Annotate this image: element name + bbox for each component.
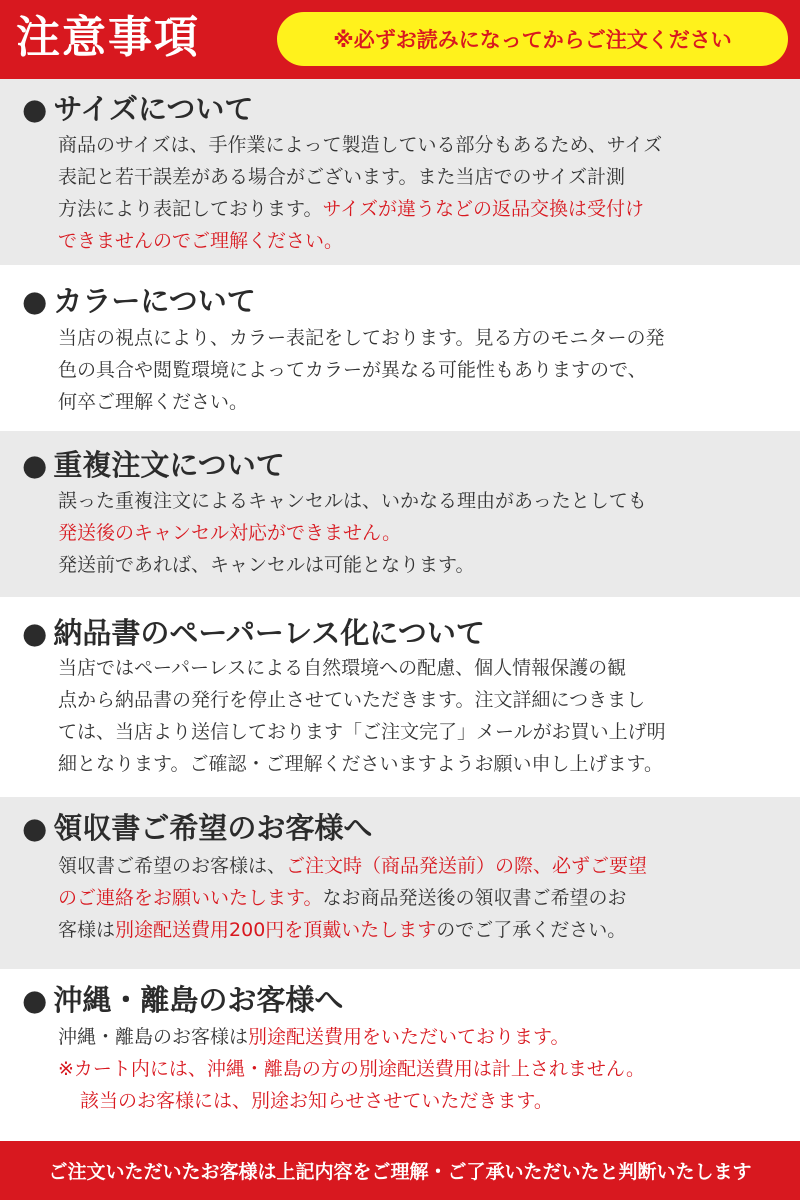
highlight-text: 該当のお客様には、別途お知らせさせていただきます。 — [80, 1090, 553, 1112]
body-line — [58, 517, 788, 549]
section-body — [58, 485, 788, 581]
section-title-text: 領収書ご希望のお客様へ — [53, 811, 373, 845]
body-line — [58, 914, 788, 946]
section-title — [22, 613, 485, 653]
body-text-segment: 商品のサイズは、手作業によって製造している部分もあるため、サイズ — [58, 134, 663, 156]
section-title — [22, 445, 285, 485]
body-text-segment: なお商品発送後の領収書ご希望のお — [322, 887, 627, 909]
highlight-text: ご注文時（商品発送前）の際、必ずご要望 — [286, 855, 648, 877]
body-text-segment: 当店の視点により、カラー表記をしております。見る方のモニターの発 — [58, 327, 665, 349]
body-line — [58, 1021, 788, 1053]
bullet-icon: ● — [22, 92, 48, 126]
body-line — [58, 882, 788, 914]
bullet-icon: ● — [22, 284, 48, 318]
body-line — [58, 748, 788, 780]
body-line — [58, 354, 788, 386]
section-body — [58, 1021, 788, 1117]
section-title — [22, 281, 256, 321]
section-title-text: 重複注文について — [53, 448, 285, 482]
body-line — [58, 485, 788, 517]
body-line — [58, 193, 788, 225]
body-line — [58, 322, 788, 354]
highlight-text: 別途配送費用200円を頂戴いたします — [115, 919, 437, 941]
header-banner — [0, 0, 800, 79]
body-text-segment: 誤った重複注文によるキャンセルは、いかなる理由があったとしても — [58, 490, 647, 512]
page-title: 注意事項 — [16, 12, 200, 63]
highlight-text: 発送後のキャンセル対応ができません。 — [58, 522, 402, 544]
section-title-text: サイズについて — [53, 92, 254, 126]
notice-badge: ※必ずお読みになってからご注文ください — [277, 12, 788, 66]
highlight-text: ※カート内には、沖縄・離島の方の別途配送費用は計上されません。 — [58, 1058, 646, 1080]
section-title-text: 沖縄・離島のお客様へ — [53, 983, 344, 1017]
section-body — [58, 322, 788, 418]
body-line — [58, 225, 788, 257]
body-text-segment: 客様は — [58, 919, 116, 941]
body-text-segment: 領収書ご希望のお客様は、 — [58, 855, 287, 877]
body-text-segment: 色の具合や閲覧環境によってカラーが異なる可能性もありますので、 — [58, 359, 647, 381]
body-text-segment: 何卒ご理解ください。 — [58, 391, 249, 413]
body-text-segment: 表記と若干誤差がある場合がございます。また当店でのサイズ計測 — [58, 166, 625, 188]
body-line — [58, 1085, 788, 1117]
highlight-text: 別途配送費用をいただいております。 — [248, 1026, 570, 1048]
body-text-segment: ては、当店より送信しております「ご注文完了」メールがお買い上げ明 — [58, 721, 666, 743]
body-line — [58, 684, 788, 716]
body-line — [58, 1053, 788, 1085]
highlight-text: のご連絡をお願いいたします。 — [58, 887, 323, 909]
section-body — [58, 850, 788, 946]
section-title-text: カラーについて — [53, 284, 256, 318]
highlight-text: できませんのでご理解ください。 — [58, 230, 344, 252]
section-title — [22, 980, 343, 1020]
body-line — [58, 716, 788, 748]
bullet-icon: ● — [22, 616, 48, 650]
section-body — [58, 652, 788, 780]
section-body — [58, 129, 788, 257]
body-line — [58, 652, 788, 684]
highlight-text: サイズが違うなどの返品交換は受付け — [322, 198, 644, 220]
section-title — [22, 808, 372, 848]
section-title-text: 納品書のペーパーレス化について — [53, 616, 485, 650]
body-line — [58, 386, 788, 418]
body-text-segment: 点から納品書の発行を停止させていただきます。注文詳細につきまし — [58, 689, 646, 711]
body-text-segment: 当店ではペーパーレスによる自然環境への配慮、個人情報保護の観 — [58, 657, 627, 679]
body-line — [58, 549, 788, 581]
body-text-segment: 方法により表記しております。 — [58, 198, 323, 220]
body-line — [58, 161, 788, 193]
bullet-icon: ● — [22, 983, 48, 1017]
body-text-segment: 沖縄・離島のお客様は — [58, 1026, 249, 1048]
footer-banner: ご注文いただいたお客様は上記内容をご理解・ご了承いただいたと判断いたします — [0, 1141, 800, 1200]
section-title — [22, 89, 253, 129]
body-text-segment: 細となります。ご確認・ご理解くださいますようお願い申し上げます。 — [58, 753, 663, 775]
bullet-icon: ● — [22, 448, 48, 482]
body-line — [58, 129, 788, 161]
body-text-segment: 発送前であれば、キャンセルは可能となります。 — [58, 554, 475, 576]
body-line — [58, 850, 788, 882]
body-text-segment: のでご了承ください。 — [436, 919, 627, 941]
bullet-icon: ● — [22, 811, 48, 845]
